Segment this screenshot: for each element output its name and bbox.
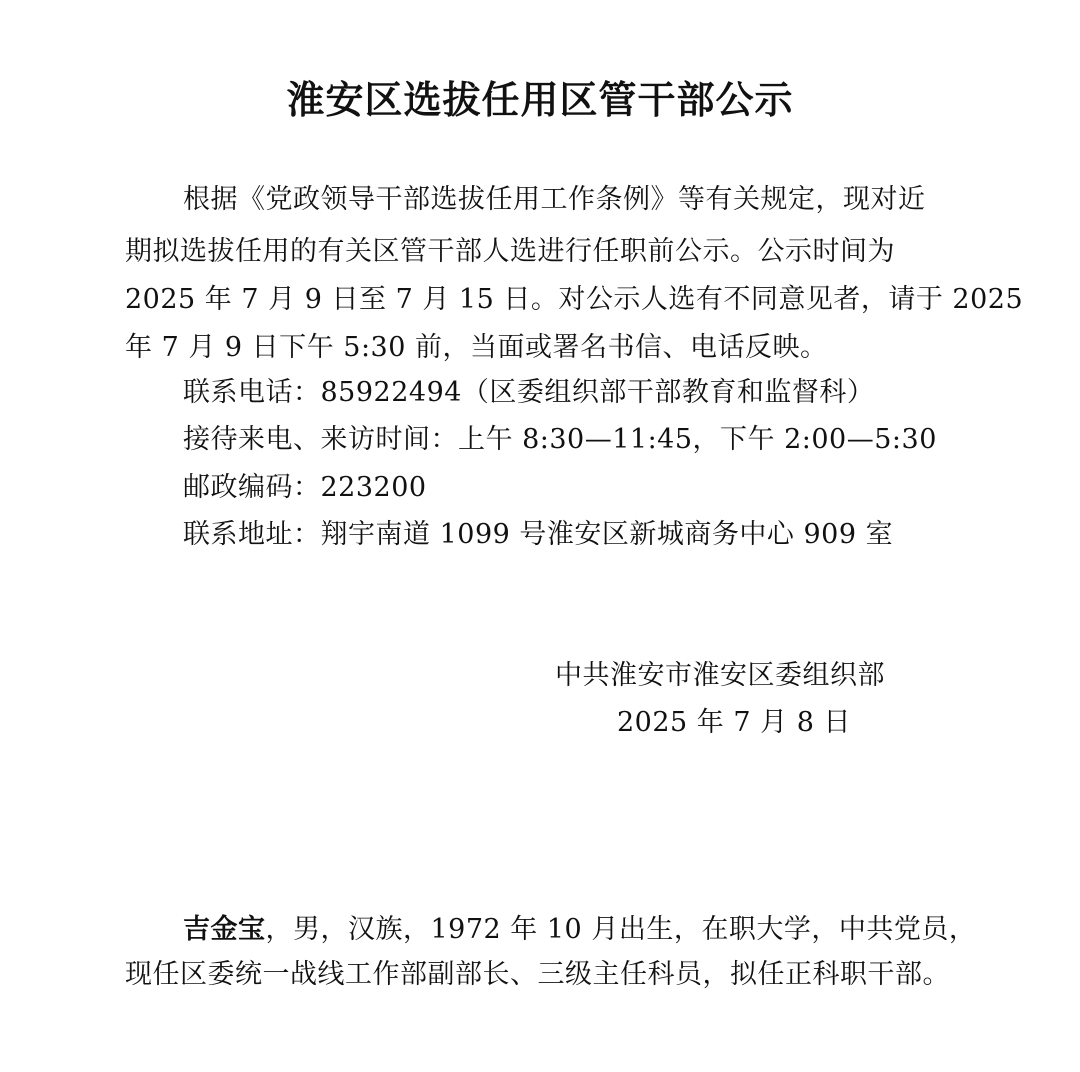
notice-title: 淮安区选拔任用区管干部公示 bbox=[286, 77, 794, 122]
body-line-2: 期拟选拔任用的有关区管干部人选进行任职前公示。公示时间为 bbox=[125, 236, 895, 267]
body-line-1: 根据《党政领导干部选拔任用工作条例》等有关规定，现对近 bbox=[183, 184, 926, 215]
candidate-name: 吉金宝 bbox=[183, 914, 266, 945]
contact-postcode: 邮政编码：223200 bbox=[183, 472, 427, 503]
body-line-3: 2025 年 7 月 9 日至 7 月 15 日。对公示人选有不同意见者，请于 2025 bbox=[125, 284, 1024, 315]
body-line-4: 年 7 月 9 日下午 5:30 前，当面或署名书信、电话反映。 bbox=[125, 332, 828, 363]
signature-org: 中共淮安市淮安区委组织部 bbox=[555, 660, 885, 691]
signature-date: 2025 年 7 月 8 日 bbox=[617, 707, 851, 738]
candidate-line-1 bbox=[183, 910, 976, 950]
contact-phone: 联系电话：85922494（区委组织部干部教育和监督科） bbox=[183, 377, 875, 408]
candidate-line-2: 现任区委统一战线工作部副部长、三级主任科员，拟任正科职干部。 bbox=[125, 959, 950, 990]
candidate-details: ，男，汉族，1972 年 10 月出生，在职大学，中共党员， bbox=[265, 914, 977, 945]
contact-hours: 接待来电、来访时间：上午 8:30—11:45，下午 2:00—5:30 bbox=[183, 424, 937, 455]
contact-address: 联系地址：翔宇南道 1099 号淮安区新城商务中心 909 室 bbox=[183, 519, 894, 550]
